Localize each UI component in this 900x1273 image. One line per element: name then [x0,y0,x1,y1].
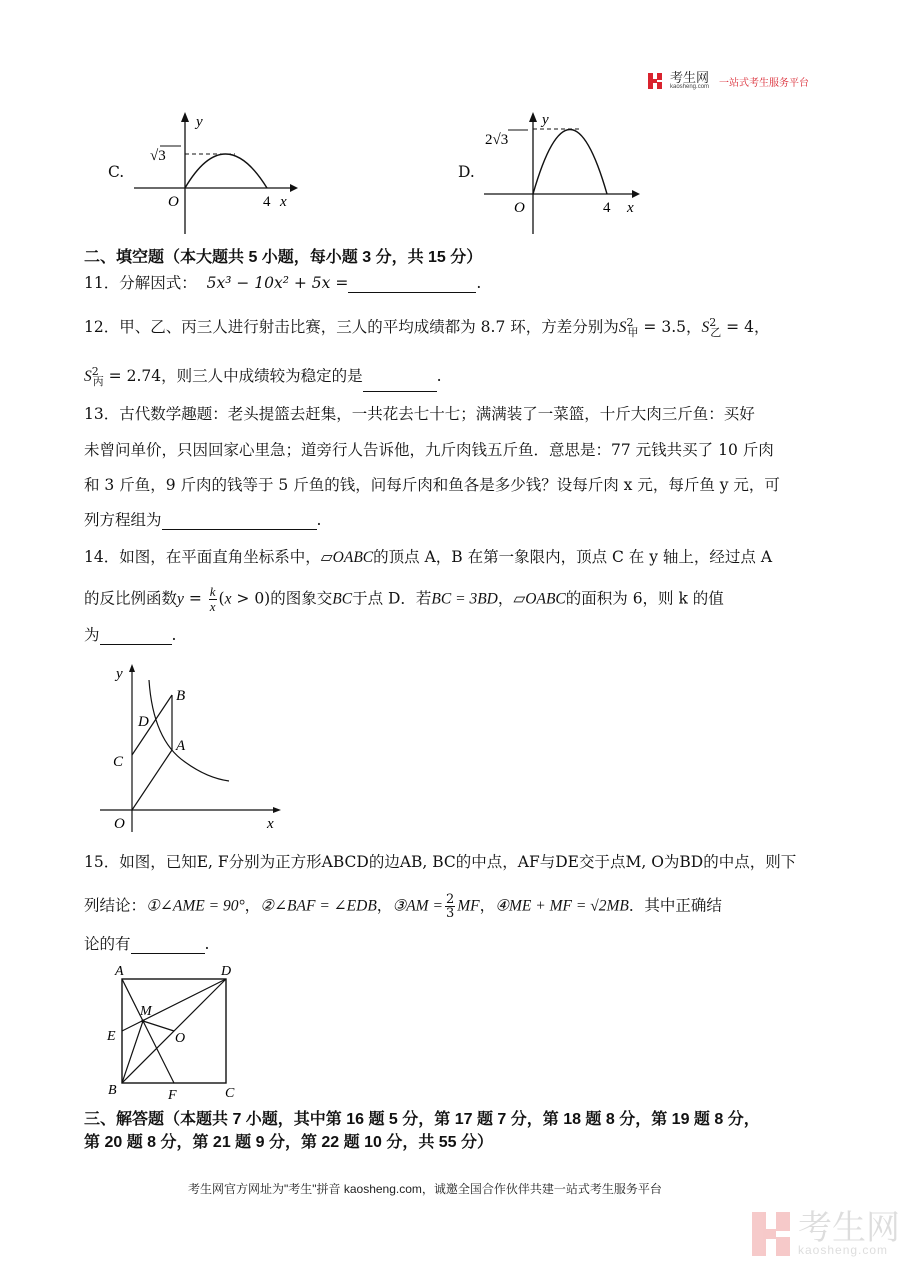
header-slogan: 一站式考生服务平台 [719,77,810,89]
option-c-graph [130,108,300,238]
q11-period: . [476,274,482,292]
q14-text-2d: 的面积为 6，则 k 的值 [565,589,724,608]
question-14-line-1 [84,547,772,568]
q14-text-1b: 的顶点 A，B 在第一象限内，顶点 C 在 y 轴上，经过点 A [373,548,773,566]
q14-text-2b: 的图象交 [270,589,333,608]
a-label: A [176,738,186,754]
m-label: M [140,1004,152,1019]
q15-conclusion-3a: ③AM = [392,897,443,915]
section-2-heading: 二、填空题（本大题共 5 小题，每小题 3 分，共 15 分） [84,249,483,266]
question-15-line-1 [84,852,796,872]
watermark [752,1209,900,1257]
section-3-heading-line-2: 第 20 题 8 分，第 21 题 9 分，第 22 题 10 分，共 55 分） [84,1134,494,1151]
watermark-domain: kaosheng.com [798,1243,889,1257]
q14-number: 14． [84,548,120,566]
q14-parallelogram: ▱OABC [320,549,374,566]
option-d-graph [480,108,650,238]
a-label: A [115,964,124,979]
origin-label: O [168,194,179,210]
question-13-line-4 [84,510,321,530]
q15-answer-blank[interactable] [131,937,205,954]
option-d-label: D. [458,163,475,181]
q15-frac-num: 2 [445,892,455,907]
q14-parallelogram-2: ▱OABC [513,590,566,608]
question-15-line-2: 列结论：①∠AME = 90°，②∠BAF = ∠EDB，③AM = $\frac{2}{3}$ MF，④ME + MF = √2MB．其中正确结 [84,892,722,921]
q15-suffix: ．其中正确结 [628,896,722,915]
q13-period: . [316,511,322,529]
header-logo [648,72,809,90]
q12-answer-blank[interactable] [363,375,437,392]
option-c-label: C. [108,163,125,181]
q14-text-2a: 的反比例函数 [84,589,178,608]
q15-frac-den: 3 [445,906,455,921]
logo-domain: kaosheng.com [670,84,710,90]
q12-text-1: 甲、乙、丙三人进行射击比赛，三人的平均成绩都为 8.7 环，方差分别为 [119,318,619,337]
q13-answer-blank[interactable] [162,513,317,530]
question-12-line-1: 12．甲、乙、丙三人进行射击比赛，三人的平均成绩都为 8.7 环，方差分别为$S^2_甲 = 3.5$，$S^2_乙 = 4$， [84,316,770,340]
x-label: x [267,816,274,832]
q15-figure [100,960,260,1105]
q14-condition: BC = 3BD [431,590,498,608]
q15-conclusion-4: ④ME + MF = √2MB [495,897,629,915]
logo-icon [648,73,664,89]
d-label: D [221,964,232,979]
question-15-line-3 [84,934,209,954]
q12-period: . [436,367,442,386]
q15-text-1: 如图，已知E, F分别为正方形ABCD的边AB, BC的中点，AF与DE交于点M, O为BD的中点，则下 [119,853,797,871]
y-label: y [116,666,123,682]
x-axis-label: x [280,194,287,210]
q13-number: 13． [84,405,120,423]
x-tick-4: 4 [263,194,271,210]
y-max-label: 2√3 [485,132,509,148]
b-label: B [176,688,186,704]
c-label: C [113,754,124,770]
q15-number: 15． [84,853,120,871]
q14-answer-blank[interactable] [100,628,172,645]
q15-conclusion-3b: MF [457,897,480,915]
q14-text-3: 为 [84,626,100,644]
section-3-heading-line-1: 三、解答题（本题共 7 小题，其中第 16 题 5 分，第 17 题 7 分，第 18 题 8 分，第 19 题 8 分， [84,1111,760,1128]
y-max-label: √3 [150,148,166,164]
q12-number: 12． [84,318,120,337]
y-axis-label: y [196,114,203,130]
q15-conclusion-2: ②∠BAF = ∠EDB [260,897,377,915]
q11-expression: 5x³ − 10x² + 5x = [206,274,349,292]
question-14-line-3 [84,625,176,645]
watermark-text [798,1209,900,1257]
origin-label: O [514,200,525,216]
q14-figure [95,660,295,835]
o-label: O [114,816,125,832]
question-13-line-3: 和 3 斤鱼，9 斤肉的钱等于 5 斤鱼的钱，问每斤肉和鱼各是多少钱？设每斤肉 x 元，每斤鱼 y 元，可 [84,476,780,494]
x-axis-label: x [627,200,634,216]
question-12-line-2: $S^2_丙 = 2.74$，则三人中成绩较为稳定的是 . [84,362,442,392]
x-tick-4: 4 [603,200,611,216]
footer-text: 考生网官方网址为"考生"拼音 kaosheng.com，诚邀全国合作伙伴共建一站式考生服务平台 [188,1182,662,1196]
f-label: F [168,1088,177,1103]
c-label: C [225,1086,235,1101]
q15-fraction [445,893,455,920]
q15-period: . [204,935,210,953]
question-13-line-2: 未曾问单价，只因回家心里急；道旁行人告诉他，九斤肉钱五斤鱼．意思是：77 元钱共买了 10 斤肉 [84,441,774,459]
q11-text: 分解因式： [119,274,197,292]
q14-fraction: $\frac{k}{x}$ [209,584,216,614]
q13-text-4: 列方程组为 [84,511,162,529]
o-label: O [175,1031,186,1046]
q13-text-1: 古代数学趣题：老头提篮去赶集，一共花去七十七；满满装了一菜篮，十斤大肉三斤鱼：买好 [119,405,755,423]
question-14-line-2: 的反比例函数y = $\frac{k}{x}$ (x > 0)的图象交BC于点 D．若BC = 3BD，▱OABC的面积为 6，则 k 的值 [84,584,724,614]
e-label: E [107,1029,116,1044]
q15-text-3: 论的有 [84,935,131,953]
d-label: D [138,714,149,730]
q15-conclusion-1: ①∠AME = 90° [146,897,245,915]
q14-period: . [171,626,177,644]
watermark-logo-icon [752,1212,792,1256]
q11-answer-blank[interactable] [348,276,476,293]
logo-text [670,72,709,90]
q14-text-1a: 如图，在平面直角坐标系中， [119,548,321,566]
watermark-name: 考生网 [798,1209,900,1247]
logo-name: 考生网 [670,70,710,85]
question-11 [84,273,481,293]
q14-bc: BC [332,590,353,608]
b-label: B [108,1083,117,1098]
q12-text-2: ，则三人中成绩较为稳定的是 [161,367,363,386]
q14-text-2c: 于点 D．若 [352,589,432,608]
y-axis-label: y [542,112,549,128]
question-13-line-1 [84,404,755,424]
q15-prefix: 列结论： [84,896,147,915]
q11-number: 11． [84,274,120,292]
